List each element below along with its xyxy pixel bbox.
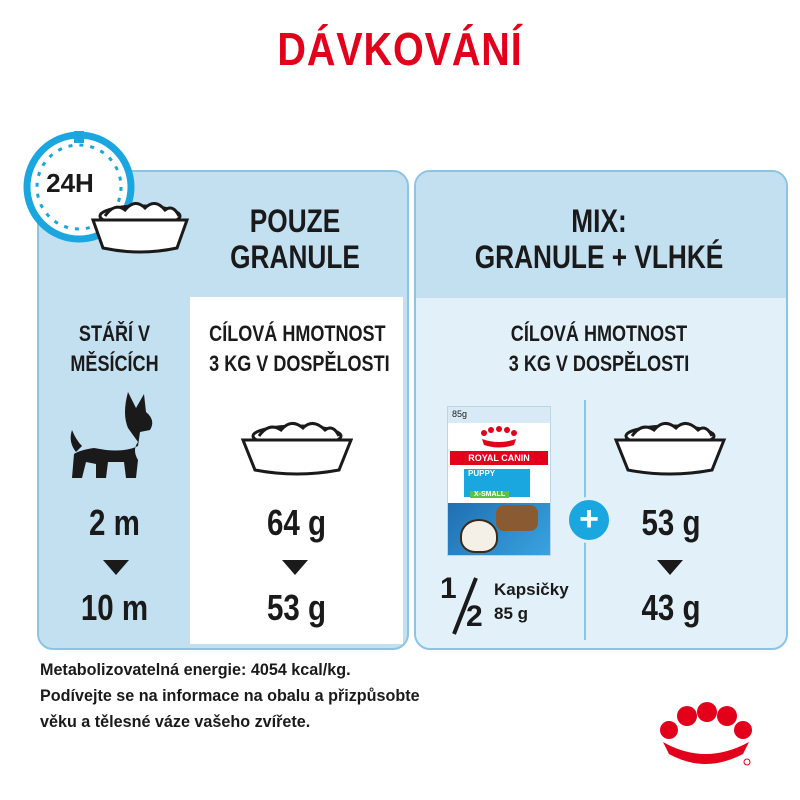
- age-to-value: 10 m: [80, 587, 149, 628]
- plus-icon: +: [566, 497, 612, 543]
- pouch-amount: [436, 574, 494, 638]
- dry-to-value: 53 g: [266, 587, 327, 628]
- pouch-amount-weight: 85 g: [494, 604, 529, 623]
- dry-from-value: 64 g: [266, 502, 327, 543]
- pouch-image: [447, 406, 551, 556]
- pouch-size: X-SMALL: [470, 491, 509, 498]
- puppy-icon: [66, 390, 166, 487]
- pouch-amount-numerator: 1: [440, 572, 457, 605]
- footer-line-3: věku a tělesné váze vašeho zvířete.: [40, 712, 311, 731]
- age-arrow-icon: [103, 560, 129, 575]
- clock-label: 24H: [46, 168, 94, 198]
- kibble-bowl-icon: [85, 198, 195, 261]
- footer-note: [40, 657, 420, 735]
- dry-target-header-line1: CÍLOVÁ HMOTNOST: [209, 321, 386, 346]
- age-header-line1: STÁŘÍ V: [78, 321, 151, 346]
- mix-header-line1: MIX:: [571, 203, 627, 239]
- dry-target-header-line2: 3 KG V DOSPĚLOSTI: [209, 351, 390, 376]
- age-header-line2: MĚSÍCÍCH: [70, 351, 159, 376]
- mix-dry-to-value: 43 g: [641, 587, 701, 628]
- footer-line-1: Metabolizovatelná energie: 4054 kcal/kg.: [40, 660, 351, 679]
- age-from-value: 2 m: [89, 502, 140, 543]
- mix-target-header-line1: CÍLOVÁ HMOTNOST: [510, 321, 688, 346]
- mix-header-line2: GRANULE + VLHKÉ: [474, 239, 724, 275]
- mix-dry-from-value: 53 g: [641, 502, 701, 543]
- dry-only-header-line2: GRANULE: [230, 239, 360, 275]
- dry-only-header-line1: POUZE: [249, 203, 341, 239]
- pouch-brand: ROYAL CANIN: [450, 451, 548, 465]
- pouch-amount-denominator: 2: [466, 600, 483, 633]
- mix-target-header-line2: 3 KG V DOSPĚLOSTI: [508, 351, 690, 376]
- dry-bowl-icon: [237, 418, 357, 483]
- mix-dry-arrow-icon: [657, 560, 683, 575]
- dry-arrow-icon: [282, 560, 308, 575]
- royal-canin-logo: [655, 700, 755, 775]
- page-title: DÁVKOVÁNÍ: [277, 23, 523, 75]
- pouch-amount-label: Kapsičky: [494, 580, 569, 599]
- mix-bowl-icon: [610, 418, 730, 483]
- footer-line-2: Podívejte se na informace na obalu a přizpůsobte: [40, 686, 420, 705]
- pouch-weight: 85g: [452, 409, 468, 419]
- pouch-variant: PUPPY: [468, 469, 496, 478]
